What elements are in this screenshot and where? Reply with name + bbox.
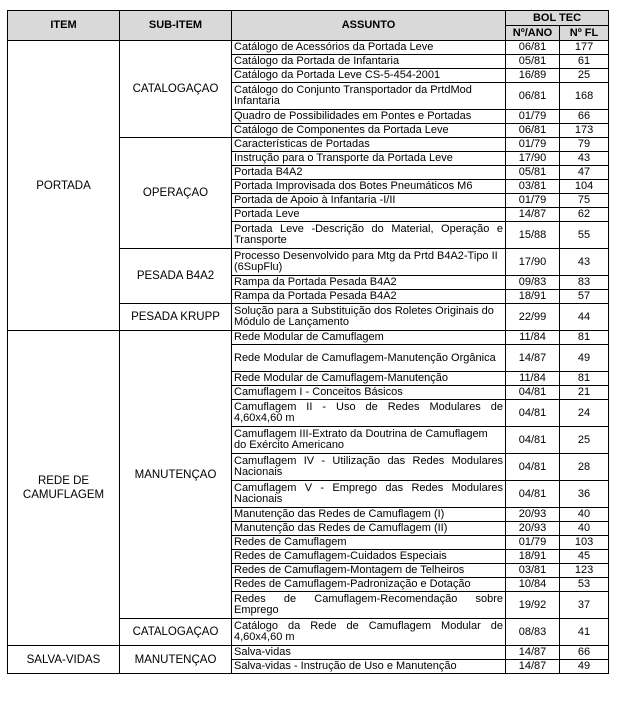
ano-cell: 04/81 — [506, 481, 560, 508]
assunto-cell: Processo Desenvolvido para Mtg da Prtd B4A2-Tipo II (6SupFlu) — [232, 249, 506, 276]
assunto-cell: Portada B4A2 — [232, 166, 506, 180]
ano-cell: 14/87 — [506, 646, 560, 660]
assunto-cell: Manutenção das Redes de Camuflagem (II) — [232, 522, 506, 536]
table-row — [8, 646, 609, 660]
fl-cell: 24 — [560, 400, 609, 427]
assunto-cell: Rede Modular de Camuflagem-Manutenção — [232, 372, 506, 386]
fl-cell: 43 — [560, 152, 609, 166]
sub-item-cell: CATALOGAÇAO — [120, 41, 232, 138]
ano-cell: 06/81 — [506, 83, 560, 110]
header-assunto: ASSUNTO — [232, 11, 506, 41]
fl-cell: 40 — [560, 508, 609, 522]
ano-cell: 14/87 — [506, 345, 560, 372]
ano-cell: 20/93 — [506, 522, 560, 536]
assunto-cell: Catálogo de Acessórios da Portada Leve — [232, 41, 506, 55]
header-sub-item: SUB-ITEM — [120, 11, 232, 41]
ano-cell: 03/81 — [506, 180, 560, 194]
ano-cell: 01/79 — [506, 194, 560, 208]
fl-cell: 66 — [560, 110, 609, 124]
assunto-cell: Camuflagem II - Uso de Redes Modulares de 4,60x4,60 m — [232, 400, 506, 427]
ano-cell: 01/79 — [506, 536, 560, 550]
fl-cell: 44 — [560, 304, 609, 331]
sub-item-cell: PESADA KRUPP — [120, 304, 232, 331]
ano-cell: 10/84 — [506, 578, 560, 592]
assunto-cell: Salva-vidas - Instrução de Uso e Manutenção — [232, 660, 506, 674]
fl-cell: 36 — [560, 481, 609, 508]
assunto-cell: Camuflagem V - Emprego das Redes Modulares Nacionais — [232, 481, 506, 508]
item-cell: PORTADA — [8, 41, 120, 331]
assunto-cell: Manutenção das Redes de Camuflagem (I) — [232, 508, 506, 522]
assunto-cell: Redes de Camuflagem-Padronização e Dotação — [232, 578, 506, 592]
assunto-cell: Camuflagem III-Extrato da Doutrina de Camuflagem do Exército Americano — [232, 427, 506, 454]
fl-cell: 41 — [560, 619, 609, 646]
item-cell: SALVA-VIDAS — [8, 646, 120, 674]
ano-cell: 08/83 — [506, 619, 560, 646]
ano-cell: 11/84 — [506, 331, 560, 345]
assunto-cell: Portada de Apoio à Infantaria -I/II — [232, 194, 506, 208]
header-ano: Nº/ANO — [506, 26, 560, 41]
fl-cell: 49 — [560, 660, 609, 674]
ano-cell: 04/81 — [506, 400, 560, 427]
ano-cell: 14/87 — [506, 208, 560, 222]
assunto-cell: Características de Portadas — [232, 138, 506, 152]
fl-cell: 81 — [560, 331, 609, 345]
assunto-cell: Redes de Camuflagem-Recomendação sobre Emprego — [232, 592, 506, 619]
ano-cell: 01/79 — [506, 110, 560, 124]
ano-cell: 16/89 — [506, 69, 560, 83]
assunto-cell: Instrução para o Transporte da Portada Leve — [232, 152, 506, 166]
fl-cell: 75 — [560, 194, 609, 208]
ano-cell: 17/90 — [506, 249, 560, 276]
fl-cell: 43 — [560, 249, 609, 276]
fl-cell: 28 — [560, 454, 609, 481]
ano-cell: 04/81 — [506, 454, 560, 481]
fl-cell: 83 — [560, 276, 609, 290]
ano-cell: 14/87 — [506, 660, 560, 674]
assunto-cell: Quadro de Possibilidades em Pontes e Portadas — [232, 110, 506, 124]
header-bol-tec: BOL TEC — [506, 11, 609, 26]
fl-cell: 66 — [560, 646, 609, 660]
assunto-cell: Camuflagem I - Conceitos Básicos — [232, 386, 506, 400]
sub-item-cell: MANUTENÇAO — [120, 646, 232, 674]
assunto-cell: Rede Modular de Camuflagem-Manutenção Orgânica — [232, 345, 506, 372]
ano-cell: 04/81 — [506, 427, 560, 454]
assunto-cell: Rede Modular de Camuflagem — [232, 331, 506, 345]
ano-cell: 05/81 — [506, 55, 560, 69]
ano-cell: 19/92 — [506, 592, 560, 619]
fl-cell: 55 — [560, 222, 609, 249]
header-fl: Nº FL — [560, 26, 609, 41]
ano-cell: 06/81 — [506, 124, 560, 138]
ano-cell: 09/83 — [506, 276, 560, 290]
table-row — [8, 41, 609, 55]
assunto-cell: Redes de Camuflagem-Montagem de Telheiros — [232, 564, 506, 578]
item-cell: REDE DE CAMUFLAGEM — [8, 331, 120, 646]
ano-cell: 01/79 — [506, 138, 560, 152]
fl-cell: 177 — [560, 41, 609, 55]
fl-cell: 168 — [560, 83, 609, 110]
assunto-cell: Portada Improvisada dos Botes Pneumáticos M6 — [232, 180, 506, 194]
assunto-cell: Rampa da Portada Pesada B4A2 — [232, 276, 506, 290]
fl-cell: 37 — [560, 592, 609, 619]
fl-cell: 45 — [560, 550, 609, 564]
assunto-cell: Catálogo da Portada Leve CS-5-454-2001 — [232, 69, 506, 83]
assunto-cell: Portada Leve — [232, 208, 506, 222]
fl-cell: 40 — [560, 522, 609, 536]
fl-cell: 79 — [560, 138, 609, 152]
ano-cell: 17/90 — [506, 152, 560, 166]
fl-cell: 62 — [560, 208, 609, 222]
fl-cell: 123 — [560, 564, 609, 578]
ano-cell: 15/88 — [506, 222, 560, 249]
fl-cell: 25 — [560, 427, 609, 454]
assunto-cell: Redes de Camuflagem-Cuidados Especiais — [232, 550, 506, 564]
fl-cell: 47 — [560, 166, 609, 180]
fl-cell: 103 — [560, 536, 609, 550]
assunto-cell: Catálogo da Rede de Camuflagem Modular de 4,60x4,60 m — [232, 619, 506, 646]
assunto-cell: Catálogo de Componentes da Portada Leve — [232, 124, 506, 138]
table-row — [8, 331, 609, 345]
ano-cell: 06/81 — [506, 41, 560, 55]
fl-cell: 25 — [560, 69, 609, 83]
assunto-cell: Salva-vidas — [232, 646, 506, 660]
ano-cell: 22/99 — [506, 304, 560, 331]
ano-cell: 18/91 — [506, 290, 560, 304]
assunto-cell: Rampa da Portada Pesada B4A2 — [232, 290, 506, 304]
ano-cell: 05/81 — [506, 166, 560, 180]
ano-cell: 03/81 — [506, 564, 560, 578]
ano-cell: 18/91 — [506, 550, 560, 564]
ano-cell: 04/81 — [506, 386, 560, 400]
fl-cell: 61 — [560, 55, 609, 69]
assunto-cell: Redes de Camuflagem — [232, 536, 506, 550]
fl-cell: 53 — [560, 578, 609, 592]
fl-cell: 173 — [560, 124, 609, 138]
assunto-cell: Portada Leve -Descrição do Material, Operação e Transporte — [232, 222, 506, 249]
sub-item-cell: CATALOGAÇAO — [120, 619, 232, 646]
fl-cell: 57 — [560, 290, 609, 304]
assunto-cell: Camuflagem IV - Utilização das Redes Modulares Nacionais — [232, 454, 506, 481]
assunto-cell: Catálogo da Portada de Infantaria — [232, 55, 506, 69]
sub-item-cell: OPERAÇAO — [120, 138, 232, 249]
ano-cell: 20/93 — [506, 508, 560, 522]
ano-cell: 11/84 — [506, 372, 560, 386]
header-item: ITEM — [8, 11, 120, 41]
assunto-cell: Catálogo do Conjunto Transportador da PrtdMod Infantaria — [232, 83, 506, 110]
fl-cell: 81 — [560, 372, 609, 386]
assunto-cell: Solução para a Substituição dos Roletes Originais do Módulo de Lançamento — [232, 304, 506, 331]
fl-cell: 49 — [560, 345, 609, 372]
fl-cell: 104 — [560, 180, 609, 194]
bol-tec-index-table — [7, 10, 609, 674]
sub-item-cell: PESADA B4A2 — [120, 249, 232, 304]
sub-item-cell: MANUTENÇAO — [120, 331, 232, 619]
fl-cell: 21 — [560, 386, 609, 400]
